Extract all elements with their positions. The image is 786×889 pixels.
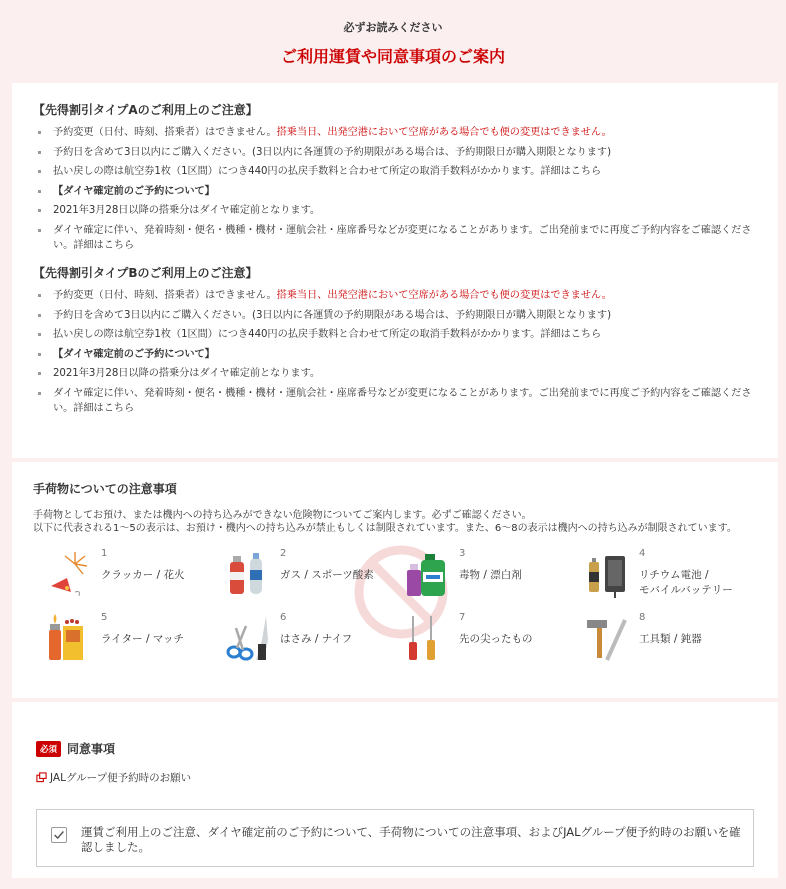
fare-note-item [33, 308, 757, 323]
fare-note-item [33, 184, 757, 199]
spray-can-icon [224, 548, 270, 598]
battery-icon [583, 548, 629, 598]
checkmark-icon [52, 828, 66, 842]
consent-heading [36, 740, 754, 757]
baggage-item-label: ライター / マッチ [101, 633, 184, 645]
baggage-item-label: 毒物 / 漂白剤 [459, 569, 522, 581]
fare-note-text: 予約変更（日付、時刻、搭乗者）はできません。 [53, 127, 277, 138]
baggage-item-label: リチウム電池 / モバイルバッテリー [639, 569, 733, 596]
baggage-item-number: 6 [280, 612, 287, 623]
baggage-description-1: 手荷物としてお預け、または機内への持ち込みができない危険物についてご案内します。必ずご確認ください。 [33, 510, 532, 521]
consent-checkbox[interactable] [51, 827, 67, 843]
baggage-item [403, 548, 578, 608]
fare-note-item [33, 125, 757, 140]
fare-note-item [33, 386, 757, 416]
baggage-item [403, 612, 578, 672]
page-header [0, 0, 786, 83]
consent-title: 同意事項 [67, 742, 116, 756]
fare-note-item [33, 366, 757, 381]
jal-request-link-label: JALグループ便予約時のお願い [50, 772, 192, 784]
page-subtitle: 必ずお読みください [343, 21, 443, 34]
hammer-icon [583, 612, 629, 662]
details-link[interactable]: 詳細はこちら [540, 166, 602, 178]
baggage-item [583, 612, 758, 672]
baggage-item-label: 工具類 / 鈍器 [639, 633, 702, 645]
baggage-item-number: 3 [459, 548, 466, 559]
jal-request-link[interactable] [36, 770, 754, 785]
fare-note-text: 2021年3月28日以降の搭乗分はダイヤ確定前となります。 [53, 205, 321, 217]
fare-note-text: 払い戻しの際は航空券1枚（1区間）につき440円の払戻手数料と合わせて所定の取消手数料がかかります。 [53, 166, 541, 178]
fare-note-text: 2021年3月28日以降の搭乗分はダイヤ確定前となります。 [53, 368, 321, 380]
fare-note-text: 【ダイヤ確定前のご予約について】 [53, 185, 215, 197]
baggage-item-number: 1 [101, 548, 108, 559]
bleach-bottle-icon [403, 548, 449, 598]
baggage-item [45, 612, 220, 672]
baggage-item-label: クラッカー / 花火 [101, 569, 185, 581]
fare-note-text: ダイヤ確定に伴い、発着時刻・便名・機種・機材・運航会社・座席番号などが変更になることがあります。ご出発前までに再度ご予約内容をご確認ください。 [53, 387, 752, 414]
baggage-item-number: 8 [639, 612, 646, 623]
fare-note-item [33, 203, 757, 218]
fare-note-item [33, 347, 757, 362]
consent-checkbox-row[interactable] [36, 809, 754, 867]
baggage-item-label: 先の尖ったもの [459, 633, 533, 645]
fare-note-text: 予約日を含めて3日以内にご購入ください。(3日以内に各運賃の予約期限がある場合は、予約期限日が購入期限となります) [53, 146, 611, 158]
consent-card [12, 702, 778, 878]
baggage-item [224, 548, 399, 608]
fare-note-item [33, 164, 757, 179]
fare-section-title: 【先得割引タイプBのご利用上のご注意】 [33, 265, 258, 280]
baggage-item [45, 548, 220, 608]
baggage-notes-card [12, 462, 778, 698]
fare-notes-list [33, 288, 757, 416]
baggage-item [583, 548, 758, 608]
baggage-item-number: 5 [101, 612, 108, 623]
fare-note-text: 予約日を含めて3日以内にご購入ください。(3日以内に各運賃の予約期限がある場合は、予約期限日が購入期限となります) [53, 309, 611, 321]
details-link[interactable]: 詳細はこちら [540, 329, 602, 341]
fare-note-warning: 搭乗当日、出発空港において空席がある場合でも便の変更はできません。 [276, 127, 612, 138]
baggage-item-label: ガス / スポーツ酸素 [280, 569, 374, 581]
fare-note-warning: 搭乗当日、出発空港において空席がある場合でも便の変更はできません。 [276, 289, 612, 301]
consent-checkbox-label: 運賃ご利用上のご注意、ダイヤ確定前のご予約について、手荷物についての注意事項、およびJALグループ便予約時のお願いを確認しました。 [81, 825, 741, 854]
baggage-description-2: 以下に代表される1～5の表示は、お預け・機内への持ち込みが禁止もしくは制限されています。また、6～8の表示は機内への持ち込みが制限されています。 [33, 522, 737, 534]
baggage-item-number: 7 [459, 612, 466, 623]
fare-notes-list [33, 125, 757, 253]
baggage-title: 手荷物についての注意事項 [33, 482, 177, 496]
fare-note-item [33, 288, 757, 303]
details-link[interactable]: 詳細はこちら [73, 402, 135, 414]
fare-note-item [33, 223, 757, 253]
required-badge: 必須 [36, 741, 61, 757]
lighter-icon [45, 612, 91, 662]
fare-note-text: 予約変更（日付、時刻、搭乗者）はできません。 [53, 289, 277, 301]
baggage-item-grid [33, 548, 757, 678]
page-title: ご利用運賃や同意事項のご案内 [280, 47, 505, 66]
baggage-item [224, 612, 399, 672]
baggage-item-label: はさみ / ナイフ [280, 633, 353, 645]
baggage-item-number: 4 [639, 548, 646, 559]
fare-note-text: 払い戻しの際は航空券1枚（1区間）につき440円の払戻手数料と合わせて所定の取消手数料がかかります。 [53, 329, 541, 341]
fare-section-title: 【先得割引タイプAのご利用上のご注意】 [33, 103, 258, 117]
fare-notes-card [12, 83, 778, 458]
fare-note-item [33, 145, 757, 160]
scissors-icon [224, 612, 270, 662]
firework-icon [45, 548, 91, 598]
external-link-icon [36, 772, 47, 783]
screwdriver-icon [403, 612, 449, 662]
baggage-item-number: 2 [280, 548, 287, 559]
details-link[interactable]: 詳細はこちら [73, 239, 135, 251]
fare-note-text: ダイヤ確定に伴い、発着時刻・便名・機種・機材・運航会社・座席番号などが変更になることがあります。ご出発前までに再度ご予約内容をご確認ください。 [53, 224, 752, 251]
fare-note-item [33, 327, 757, 342]
fare-note-text: 【ダイヤ確定前のご予約について】 [53, 348, 215, 360]
